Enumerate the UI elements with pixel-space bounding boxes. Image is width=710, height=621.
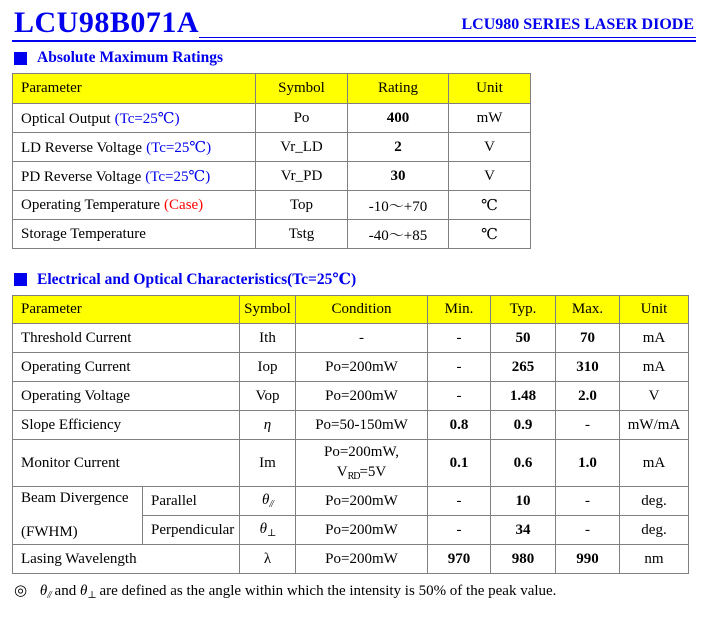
rating-cell: -10～+70 (348, 191, 449, 220)
electrical-optical-characteristics-table (12, 295, 689, 574)
table-row-threshold-current (13, 324, 689, 353)
column-header-max: Max. (556, 296, 620, 324)
unit-cell: deg. (620, 487, 689, 516)
header-divider-rule (12, 40, 696, 42)
min-cell: - (428, 353, 491, 382)
param-cell: Operating Voltage (13, 382, 240, 411)
symbol-cell (240, 545, 296, 574)
symbol-cell: Vr_PD (256, 162, 348, 191)
param-cell: Slope Efficiency (13, 411, 240, 440)
series-subtitle: LCU980 SERIES LASER DIODE (461, 16, 694, 33)
param-cell: LD Reverse Voltage (Tc=25℃) (13, 133, 256, 162)
column-header-symbol: Symbol (256, 74, 348, 104)
condition-cell: Po=50-150mW (296, 411, 428, 440)
param-cell: Lasing Wavelength (13, 545, 240, 574)
blue-square-bullet-icon (14, 273, 27, 286)
unit-cell: mW/mA (620, 411, 689, 440)
param-cell: Operating Current (13, 353, 240, 382)
symbol-cell: Top (256, 191, 348, 220)
condition-cell: Po=200mW (296, 545, 428, 574)
table-row-slope-efficiency (13, 411, 689, 440)
header-right-rule (199, 16, 696, 38)
max-cell: 70 (556, 324, 620, 353)
unit-cell: mA (620, 353, 689, 382)
typ-cell: 980 (491, 545, 556, 574)
typ-cell: 34 (491, 516, 556, 545)
param-cell: Threshold Current (13, 324, 240, 353)
symbol-cell (240, 411, 296, 440)
param-cell: Optical Output (Tc=25℃) (13, 104, 256, 133)
unit-cell: nm (620, 545, 689, 574)
condition-cell: Po=200mW (296, 487, 428, 516)
rating-cell: 30 (348, 162, 449, 191)
typ-cell: 50 (491, 324, 556, 353)
min-cell: 0.8 (428, 411, 491, 440)
rating-cell: 2 (348, 133, 449, 162)
section-heading-electrical-optical-characteristics (14, 269, 696, 289)
symbol-cell: Tstg (256, 220, 348, 249)
column-header-condition: Condition (296, 296, 428, 324)
table-row-beam-divergence-parallel (13, 487, 689, 516)
unit-cell: mA (620, 440, 689, 487)
typ-cell: 0.6 (491, 440, 556, 487)
min-cell: - (428, 382, 491, 411)
eta-symbol: η (263, 416, 272, 433)
table-row-storage-temperature (13, 220, 531, 249)
table-header-row (13, 74, 531, 104)
symbol-cell: Po (256, 104, 348, 133)
orientation-cell: Parallel (143, 487, 240, 516)
table-row-monitor-current (13, 440, 689, 487)
unit-cell: mA (620, 324, 689, 353)
max-cell: - (556, 516, 620, 545)
unit-cell: V (620, 382, 689, 411)
param-cell: Operating Temperature (Case) (13, 191, 256, 220)
unit-cell: V (449, 162, 531, 191)
condition-cell: Po=200mW (296, 353, 428, 382)
blue-square-bullet-icon (14, 52, 27, 65)
column-header-parameter: Parameter (13, 74, 256, 104)
condition-note: (Tc=25℃) (145, 168, 211, 185)
table-row-operating-voltage (13, 382, 689, 411)
condition-note: (Tc=25℃) (114, 110, 180, 127)
symbol-cell: Ith (240, 324, 296, 353)
symbol-cell: Vr_LD (256, 133, 348, 162)
symbol-cell: $\theta_{//}$ (240, 487, 296, 516)
param-cell: Storage Temperature (13, 220, 256, 249)
condition-cell: - (296, 324, 428, 353)
table-row-pd-reverse-voltage (13, 162, 531, 191)
unit-cell: deg. (620, 516, 689, 545)
param-cell: PD Reverse Voltage (Tc=25℃) (13, 162, 256, 191)
table-row-optical-output (13, 104, 531, 133)
section-title: Absolute Maximum Ratings (37, 49, 224, 66)
footnote: ◎ $\theta_{//}$ and $\theta_\perp$ are defined as the angle within which the intensity is 50% of the peak value. (14, 583, 557, 601)
column-header-rating: Rating (348, 74, 449, 104)
condition-cell: Po=200mW, $V_{RD}=5V$ (296, 440, 428, 487)
unit-cell: ℃ (449, 220, 531, 249)
unit-cell: V (449, 133, 531, 162)
column-header-symbol: Symbol (240, 296, 296, 324)
table-header-row (13, 296, 689, 324)
min-cell: - (428, 487, 491, 516)
theta-perpendicular-symbol: θ (259, 521, 267, 537)
part-number-title: LCU98B071A (14, 6, 200, 39)
condition-note: (Tc=25℃) (146, 139, 212, 156)
bullseye-bullet-icon: ◎ (14, 583, 28, 599)
table-row-ld-reverse-voltage (13, 133, 531, 162)
theta-parallel-symbol: θ (262, 492, 270, 508)
theta-parallel-symbol: θ (39, 583, 48, 599)
typ-cell: 265 (491, 353, 556, 382)
condition-note: (Case) (164, 196, 204, 213)
max-cell: 1.0 (556, 440, 620, 487)
subscript-rd: RD (347, 471, 360, 483)
column-header-unit: Unit (620, 296, 689, 324)
column-header-min: Min. (428, 296, 491, 324)
unit-cell: mW (449, 104, 531, 133)
symbol-cell: $\theta_\perp$ (240, 516, 296, 545)
lambda-symbol: λ (263, 550, 272, 567)
column-header-parameter: Parameter (13, 296, 240, 324)
min-cell: - (428, 516, 491, 545)
rating-cell: 400 (348, 104, 449, 133)
max-cell: 2.0 (556, 382, 620, 411)
theta-perpendicular-symbol: θ (79, 583, 88, 599)
rating-cell: -40～+85 (348, 220, 449, 249)
symbol-cell: Vop (240, 382, 296, 411)
min-cell: 0.1 (428, 440, 491, 487)
column-header-typ: Typ. (491, 296, 556, 324)
min-cell: - (428, 324, 491, 353)
table-row-lasing-wavelength (13, 545, 689, 574)
condition-cell: Po=200mW (296, 382, 428, 411)
table-row-operating-current (13, 353, 689, 382)
typ-cell: 10 (491, 487, 556, 516)
max-cell: 310 (556, 353, 620, 382)
section-heading-absolute-maximum-ratings (14, 49, 696, 67)
typ-cell: 1.48 (491, 382, 556, 411)
typ-cell: 0.9 (491, 411, 556, 440)
orientation-cell: Perpendicular (143, 516, 240, 545)
min-cell: 970 (428, 545, 491, 574)
section-title: Electrical and Optical Characteristics(Tc=25℃) (37, 271, 357, 288)
max-cell: 990 (556, 545, 620, 574)
page-header (12, 8, 696, 38)
column-header-unit: Unit (449, 74, 531, 104)
absolute-maximum-ratings-table (12, 73, 531, 249)
param-cell-beam-divergence: Beam Divergence (FWHM) (13, 487, 143, 545)
max-cell: - (556, 411, 620, 440)
condition-cell: Po=200mW (296, 516, 428, 545)
symbol-cell: Im (240, 440, 296, 487)
footnote-text: are defined as the angle within which the intensity is 50% of the peak value. (95, 583, 557, 599)
param-cell: Monitor Current (13, 440, 240, 487)
table-row-operating-temperature (13, 191, 531, 220)
unit-cell: ℃ (449, 191, 531, 220)
max-cell: - (556, 487, 620, 516)
symbol-cell: Iop (240, 353, 296, 382)
